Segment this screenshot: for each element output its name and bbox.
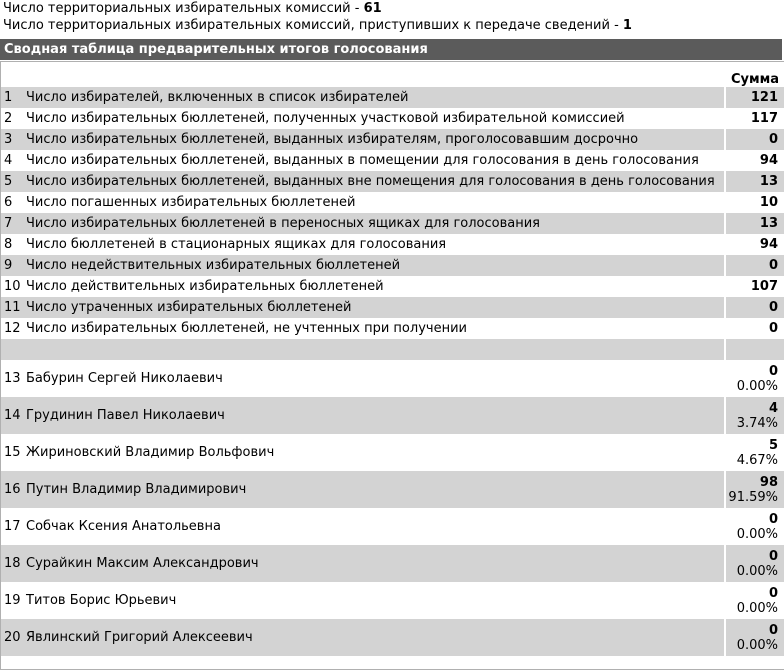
candidate-percent: 0.00%: [736, 563, 778, 579]
row-number: 5: [1, 171, 24, 192]
candidate-number: 15: [4, 445, 21, 460]
table-row: [1, 108, 784, 129]
row-label: Число избирательных бюллетеней в переносных ящиках для голосования: [24, 213, 725, 234]
info-block: [0, 0, 784, 34]
row-label: Число избирательных бюллетеней, не учтенных при получении: [26, 321, 467, 336]
candidate-percent: 0.00%: [736, 526, 778, 542]
candidate-result: [725, 508, 784, 545]
tik-total-label: Число территориальных избирательных комиссий -: [3, 1, 364, 16]
candidate-number: 17: [4, 519, 21, 534]
row-number: 10: [4, 279, 21, 294]
row-number: 1: [1, 87, 24, 108]
table-row: [1, 171, 784, 192]
candidate-result: [725, 471, 784, 508]
candidate-row: [1, 545, 784, 582]
table-row: [1, 192, 784, 213]
candidate-row: [1, 360, 784, 397]
candidate-percent: 0.00%: [736, 600, 778, 616]
candidate-votes: 5: [768, 437, 778, 453]
candidate-result: [725, 360, 784, 397]
candidate-row: [1, 434, 784, 471]
row-value: 13: [725, 171, 784, 192]
row-value: 117: [725, 108, 784, 129]
row-number: 8: [4, 237, 13, 252]
table-row: [1, 234, 784, 255]
tik-total-value: 61: [363, 1, 382, 16]
candidate-result: [725, 545, 784, 582]
candidate-percent: 3.74%: [736, 415, 778, 431]
tik-total-line: [0, 0, 784, 17]
row-value: 94: [725, 234, 784, 255]
candidate-percent: 91.59%: [728, 489, 778, 505]
candidate-row: [1, 582, 784, 619]
candidate-votes: 98: [759, 474, 778, 490]
table-row: [1, 255, 784, 276]
candidate-number: 16: [1, 471, 24, 508]
row-label: Число избирательных бюллетеней, выданных в помещении для голосования в день голосования: [26, 153, 699, 168]
row-label: Число действительных избирательных бюллетеней: [26, 279, 384, 294]
tik-reported-value: 1: [622, 18, 632, 33]
candidate-name: Собчак Ксения Анатольевна: [26, 519, 221, 534]
candidate-votes: 0: [768, 548, 778, 564]
row-number: 12: [4, 321, 21, 336]
candidate-result: [725, 434, 784, 471]
candidate-percent: 0.00%: [736, 378, 778, 394]
candidate-name: Путин Владимир Владимирович: [24, 471, 725, 508]
row-number: 2: [4, 111, 13, 126]
candidate-row: [1, 619, 784, 656]
candidate-number: 20: [1, 619, 24, 656]
table-row: [1, 150, 784, 171]
candidate-result: [725, 397, 784, 434]
candidate-votes: 0: [768, 363, 778, 379]
candidate-number: 18: [1, 545, 24, 582]
row-number: 3: [1, 129, 24, 150]
sum-column-header: Сумма: [730, 72, 779, 87]
row-value: 107: [725, 276, 784, 297]
table-row: [1, 297, 784, 318]
table-row: [1, 276, 784, 297]
row-value: 0: [725, 255, 784, 276]
row-label: Число утраченных избирательных бюллетеней: [24, 297, 725, 318]
row-label: Число недействительных избирательных бюллетеней: [24, 255, 725, 276]
candidate-votes: 0: [768, 585, 778, 601]
candidate-name: Жириновский Владимир Вольфович: [26, 445, 275, 460]
row-label: Число погашенных избирательных бюллетеней: [26, 195, 356, 210]
candidate-percent: 0.00%: [736, 637, 778, 653]
row-number: 6: [4, 195, 13, 210]
candidate-votes: 0: [768, 622, 778, 638]
candidate-row: [1, 471, 784, 508]
tik-reported-label: Число территориальных избирательных комиссий, приступивших к передаче сведений -: [3, 18, 623, 33]
table-row: [1, 213, 784, 234]
table-row: [1, 318, 784, 339]
tik-reported-line: [0, 17, 784, 34]
table-row: [1, 87, 784, 108]
candidate-name: Явлинский Григорий Алексеевич: [24, 619, 725, 656]
candidate-votes: 4: [768, 400, 778, 416]
candidate-percent: 4.67%: [736, 452, 778, 468]
row-value: 121: [725, 87, 784, 108]
row-value: 13: [725, 213, 784, 234]
row-label: Число избирательных бюллетеней, выданных вне помещения для голосования в день голосования: [24, 171, 725, 192]
row-value: 94: [725, 150, 784, 171]
candidate-result: [725, 582, 784, 619]
candidate-row: [1, 397, 784, 434]
row-value: 10: [725, 192, 784, 213]
candidate-result: [725, 619, 784, 656]
candidate-name: Титов Борис Юрьевич: [26, 593, 177, 608]
candidate-number: 13: [4, 371, 21, 386]
row-value: 0: [725, 129, 784, 150]
results-table: [0, 61, 784, 670]
row-value: 0: [725, 318, 784, 339]
row-label: Число избирательных бюллетеней, выданных избирателям, проголосовавшим досрочно: [24, 129, 725, 150]
row-number: 4: [4, 153, 13, 168]
candidate-number: 14: [1, 397, 24, 434]
results-table-title: Сводная таблица предварительных итогов голосования: [0, 39, 782, 60]
candidate-row: [1, 508, 784, 545]
row-label: Число бюллетеней в стационарных ящиках для голосования: [26, 237, 447, 252]
row-number: 9: [1, 255, 24, 276]
candidate-votes: 0: [768, 511, 778, 527]
table-row: [1, 129, 784, 150]
row-number: 7: [1, 213, 24, 234]
candidate-number: 19: [4, 593, 21, 608]
row-label: Число избирательных бюллетеней, полученных участковой избирательной комиссией: [26, 111, 625, 126]
candidate-name: Бабурин Сергей Николаевич: [26, 371, 223, 386]
row-label: Число избирателей, включенных в список избирателей: [24, 87, 725, 108]
row-value: 0: [725, 297, 784, 318]
separator-row: [1, 339, 784, 360]
table-header-row: [1, 62, 784, 87]
candidate-name: Грудинин Павел Николаевич: [24, 397, 725, 434]
candidate-name: Сурайкин Максим Александрович: [24, 545, 725, 582]
row-number: 11: [1, 297, 24, 318]
